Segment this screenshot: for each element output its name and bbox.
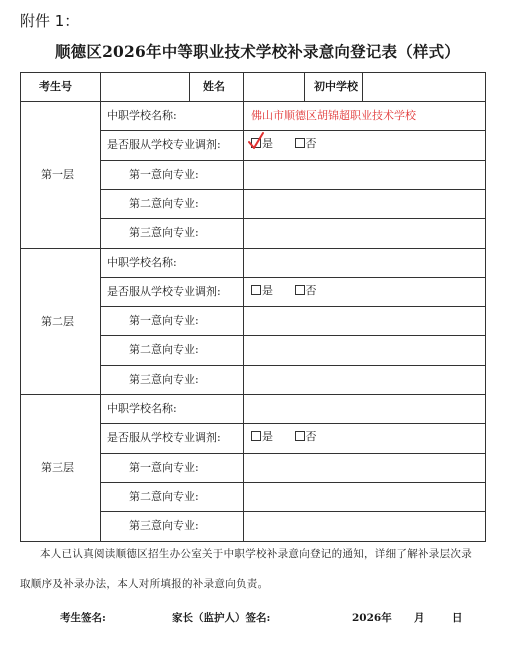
- major-label-1: 第一意向专业:: [129, 460, 199, 474]
- registration-form: [20, 72, 486, 542]
- adjust-label: 是否服从学校专业调剂:: [107, 431, 221, 445]
- school-name-label: 中职学校名称:: [107, 109, 177, 122]
- junior-school-label: 初中学校: [314, 80, 358, 93]
- checkbox-icon[interactable]: [251, 431, 261, 441]
- parent-signature-label: 家长（监护人）签名:: [172, 612, 271, 624]
- school-name-label: 中职学校名称:: [107, 255, 177, 269]
- no-option[interactable]: 否: [295, 285, 317, 296]
- statement-line-1: 本人已认真阅读顺德区招生办公室关于中职学校补录意向登记的通知，详细了解补录层次录: [40, 548, 472, 560]
- major-label-3: 第三意向专业:: [129, 226, 199, 240]
- yes-option[interactable]: 是: [251, 138, 273, 149]
- level-label: 第一层: [41, 168, 74, 182]
- major-label-1: 第一意向专业:: [129, 314, 199, 328]
- major-label-3: 第三意向专业:: [129, 519, 199, 533]
- checkbox-icon[interactable]: [295, 431, 305, 441]
- major-field-1[interactable]: [244, 453, 484, 481]
- yes-option[interactable]: 是: [251, 285, 273, 296]
- major-label-2: 第二意向专业:: [129, 196, 199, 210]
- adjust-options: [251, 431, 317, 442]
- no-option[interactable]: 否: [295, 431, 317, 442]
- school-name-label: 中职学校名称:: [107, 402, 177, 415]
- yes-option[interactable]: 是: [251, 431, 273, 442]
- level-label: 第三层: [41, 461, 74, 475]
- year-label: 2026年: [352, 612, 392, 624]
- adjust-label: 是否服从学校专业调剂:: [107, 138, 221, 152]
- major-label-1: 第一意向专业:: [129, 167, 199, 181]
- level-block-3: [21, 73, 485, 541]
- school-name-value[interactable]: 佛山市顺德区胡锦超职业技术学校: [251, 109, 416, 122]
- day-label: 日: [452, 612, 463, 624]
- major-field-3[interactable]: [244, 511, 484, 539]
- major-label-3: 第三意向专业:: [129, 372, 199, 386]
- major-label-2: 第二意向专业:: [129, 489, 199, 503]
- exam-no-label: 考生号: [39, 80, 72, 93]
- month-label: 月: [414, 612, 425, 624]
- major-label-2: 第二意向专业:: [129, 343, 199, 357]
- major-field-2[interactable]: [244, 482, 484, 510]
- attachment-label: 附件 1：: [20, 12, 80, 30]
- no-option[interactable]: 否: [295, 138, 317, 149]
- form-title: 顺德区2026年中等职业技术学校补录意向登记表（样式）: [54, 42, 461, 61]
- student-signature-label: 考生签名:: [60, 612, 106, 624]
- name-label: 姓名: [203, 80, 225, 93]
- statement-line-2: 取顺序及补录办法，本人对所填报的补录意向负责。: [20, 578, 269, 590]
- adjust-label: 是否服从学校专业调剂:: [107, 284, 221, 298]
- level-label: 第二层: [41, 314, 74, 328]
